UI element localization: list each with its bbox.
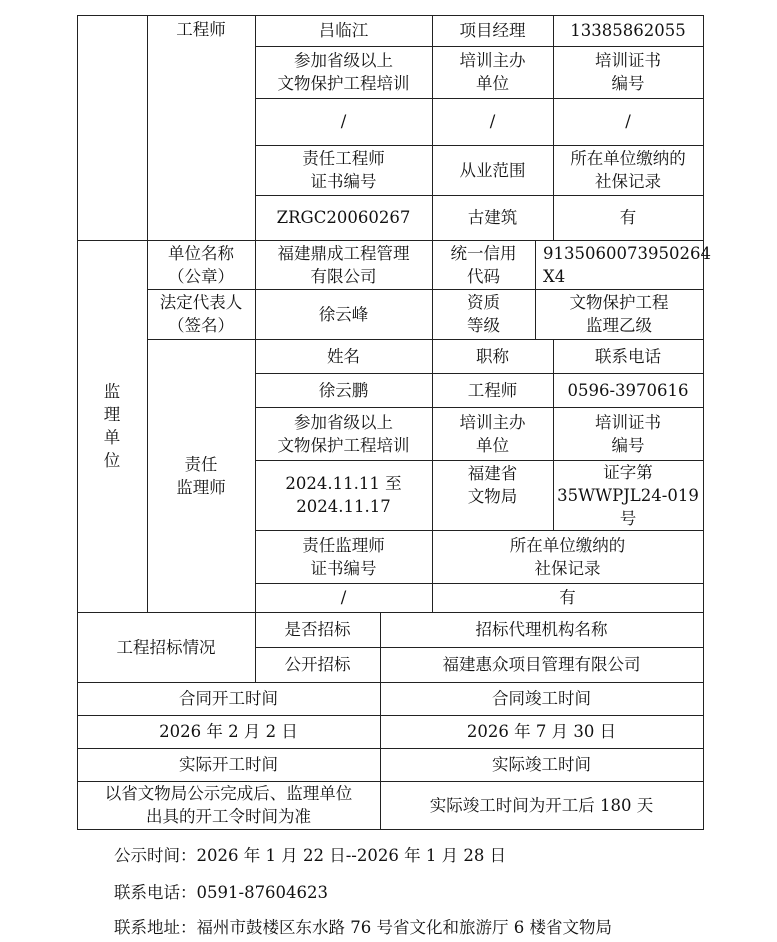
contract-start-label: 合同开工时间 <box>179 689 278 708</box>
contact-phone: 联系电话：0591-87604623 <box>114 883 329 902</box>
engineer-training-label: 参加省级以上 文物保护工程培训 <box>277 51 410 93</box>
supervisor-cert-no-value: 证字第 35WWPJL24-019 号 <box>557 462 699 528</box>
credit-code-value: 9135060073950264 X4 <box>543 243 711 286</box>
is-bid-label: 是否招标 <box>284 620 351 639</box>
engineer-resp-cert-value: ZRGC20060267 <box>276 208 411 227</box>
supervisor-title: 工程师 <box>467 380 518 400</box>
credit-code-label: 统一信用 代码 <box>450 243 517 286</box>
resp-supervisor-label: 责任 监理师 <box>176 454 226 497</box>
supervision-unit-label: 监 理 单 位 <box>103 382 121 470</box>
supervisor-organizer-value: 福建省 文物局 <box>467 464 518 506</box>
agency-label: 招标代理机构名称 <box>475 620 608 639</box>
legal-rep-label: 法定代表人 （签名） <box>159 293 243 335</box>
project-manager-label: 项目经理 <box>459 21 526 40</box>
supervisor-resp-cert-value: / <box>340 588 347 607</box>
engineer-name: 吕临江 <box>318 21 369 40</box>
engineer-phone: 13385862055 <box>570 21 686 40</box>
engineer-training-value: / <box>340 112 347 131</box>
contract-end-value: 2026 年 7 月 30 日 <box>466 722 617 741</box>
engineer-organizer-label: 培训主办 单位 <box>459 51 526 93</box>
engineer-scope-value: 古建筑 <box>467 208 518 227</box>
supervisor-training-label: 参加省级以上 文物保护工程培训 <box>277 412 410 455</box>
bidding-label: 工程招标情况 <box>116 637 216 657</box>
engineer-role-label: 工程师 <box>176 19 226 39</box>
actual-start-value: 以省文物局公示完成后、监理单位 出具的开工令时间为准 <box>104 784 353 826</box>
supervision-name-value: 福建鼎成工程管理 有限公司 <box>277 243 410 286</box>
engineer-scope-label: 从业范围 <box>459 160 526 180</box>
supervision-name-label: 单位名称 （公章） <box>168 243 234 286</box>
supervisor-training-value: 2024.11.11 至 2024.11.17 <box>285 474 402 516</box>
engineer-organizer-value: / <box>489 112 496 131</box>
supervisor-phone: 0596-3970616 <box>567 380 689 400</box>
publicity-period: 公示时间：2026 年 1 月 22 日--2026 年 1 月 28 日 <box>114 846 507 865</box>
supervisor-resp-cert-label: 责任监理师 证书编号 <box>302 535 385 578</box>
supervisor-social-label: 所在单位缴纳的 社保记录 <box>509 535 626 578</box>
supervisor-organizer-label: 培训主办 单位 <box>459 412 526 455</box>
engineer-cert-no-label: 培训证书 编号 <box>595 51 661 93</box>
actual-start-label: 实际开工时间 <box>179 755 278 774</box>
col-title-header: 职称 <box>476 346 509 366</box>
supervisor-cert-no-label: 培训证书 编号 <box>595 412 661 455</box>
engineer-social-value: 有 <box>619 208 637 227</box>
supervisor-social-value: 有 <box>559 588 576 607</box>
supervisor-name: 徐云鹏 <box>318 380 369 400</box>
col-name-header: 姓名 <box>327 346 360 366</box>
actual-end-value: 实际竣工时间为开工后 180 天 <box>429 795 654 815</box>
col-phone-header: 联系电话 <box>595 346 661 366</box>
agency-value: 福建惠众项目管理有限公司 <box>442 655 641 674</box>
qualification-value: 文物保护工程 监理乙级 <box>569 293 669 335</box>
engineer-cert-no-value: / <box>625 112 631 131</box>
engineer-social-label: 所在单位缴纳的 社保记录 <box>570 149 686 191</box>
contract-end-label: 合同竣工时间 <box>492 689 591 708</box>
contract-start-value: 2026 年 2 月 2 日 <box>159 722 298 741</box>
contact-address: 联系地址：福州市鼓楼区东水路 76 号省文化和旅游厅 6 楼省文物局 <box>114 918 612 937</box>
actual-end-label: 实际竣工时间 <box>492 755 591 774</box>
is-bid-value: 公开招标 <box>284 655 351 674</box>
engineer-resp-cert-label: 责任工程师 证书编号 <box>302 149 385 191</box>
legal-rep-value: 徐云峰 <box>318 304 369 324</box>
qualification-label: 资质 等级 <box>467 293 500 335</box>
